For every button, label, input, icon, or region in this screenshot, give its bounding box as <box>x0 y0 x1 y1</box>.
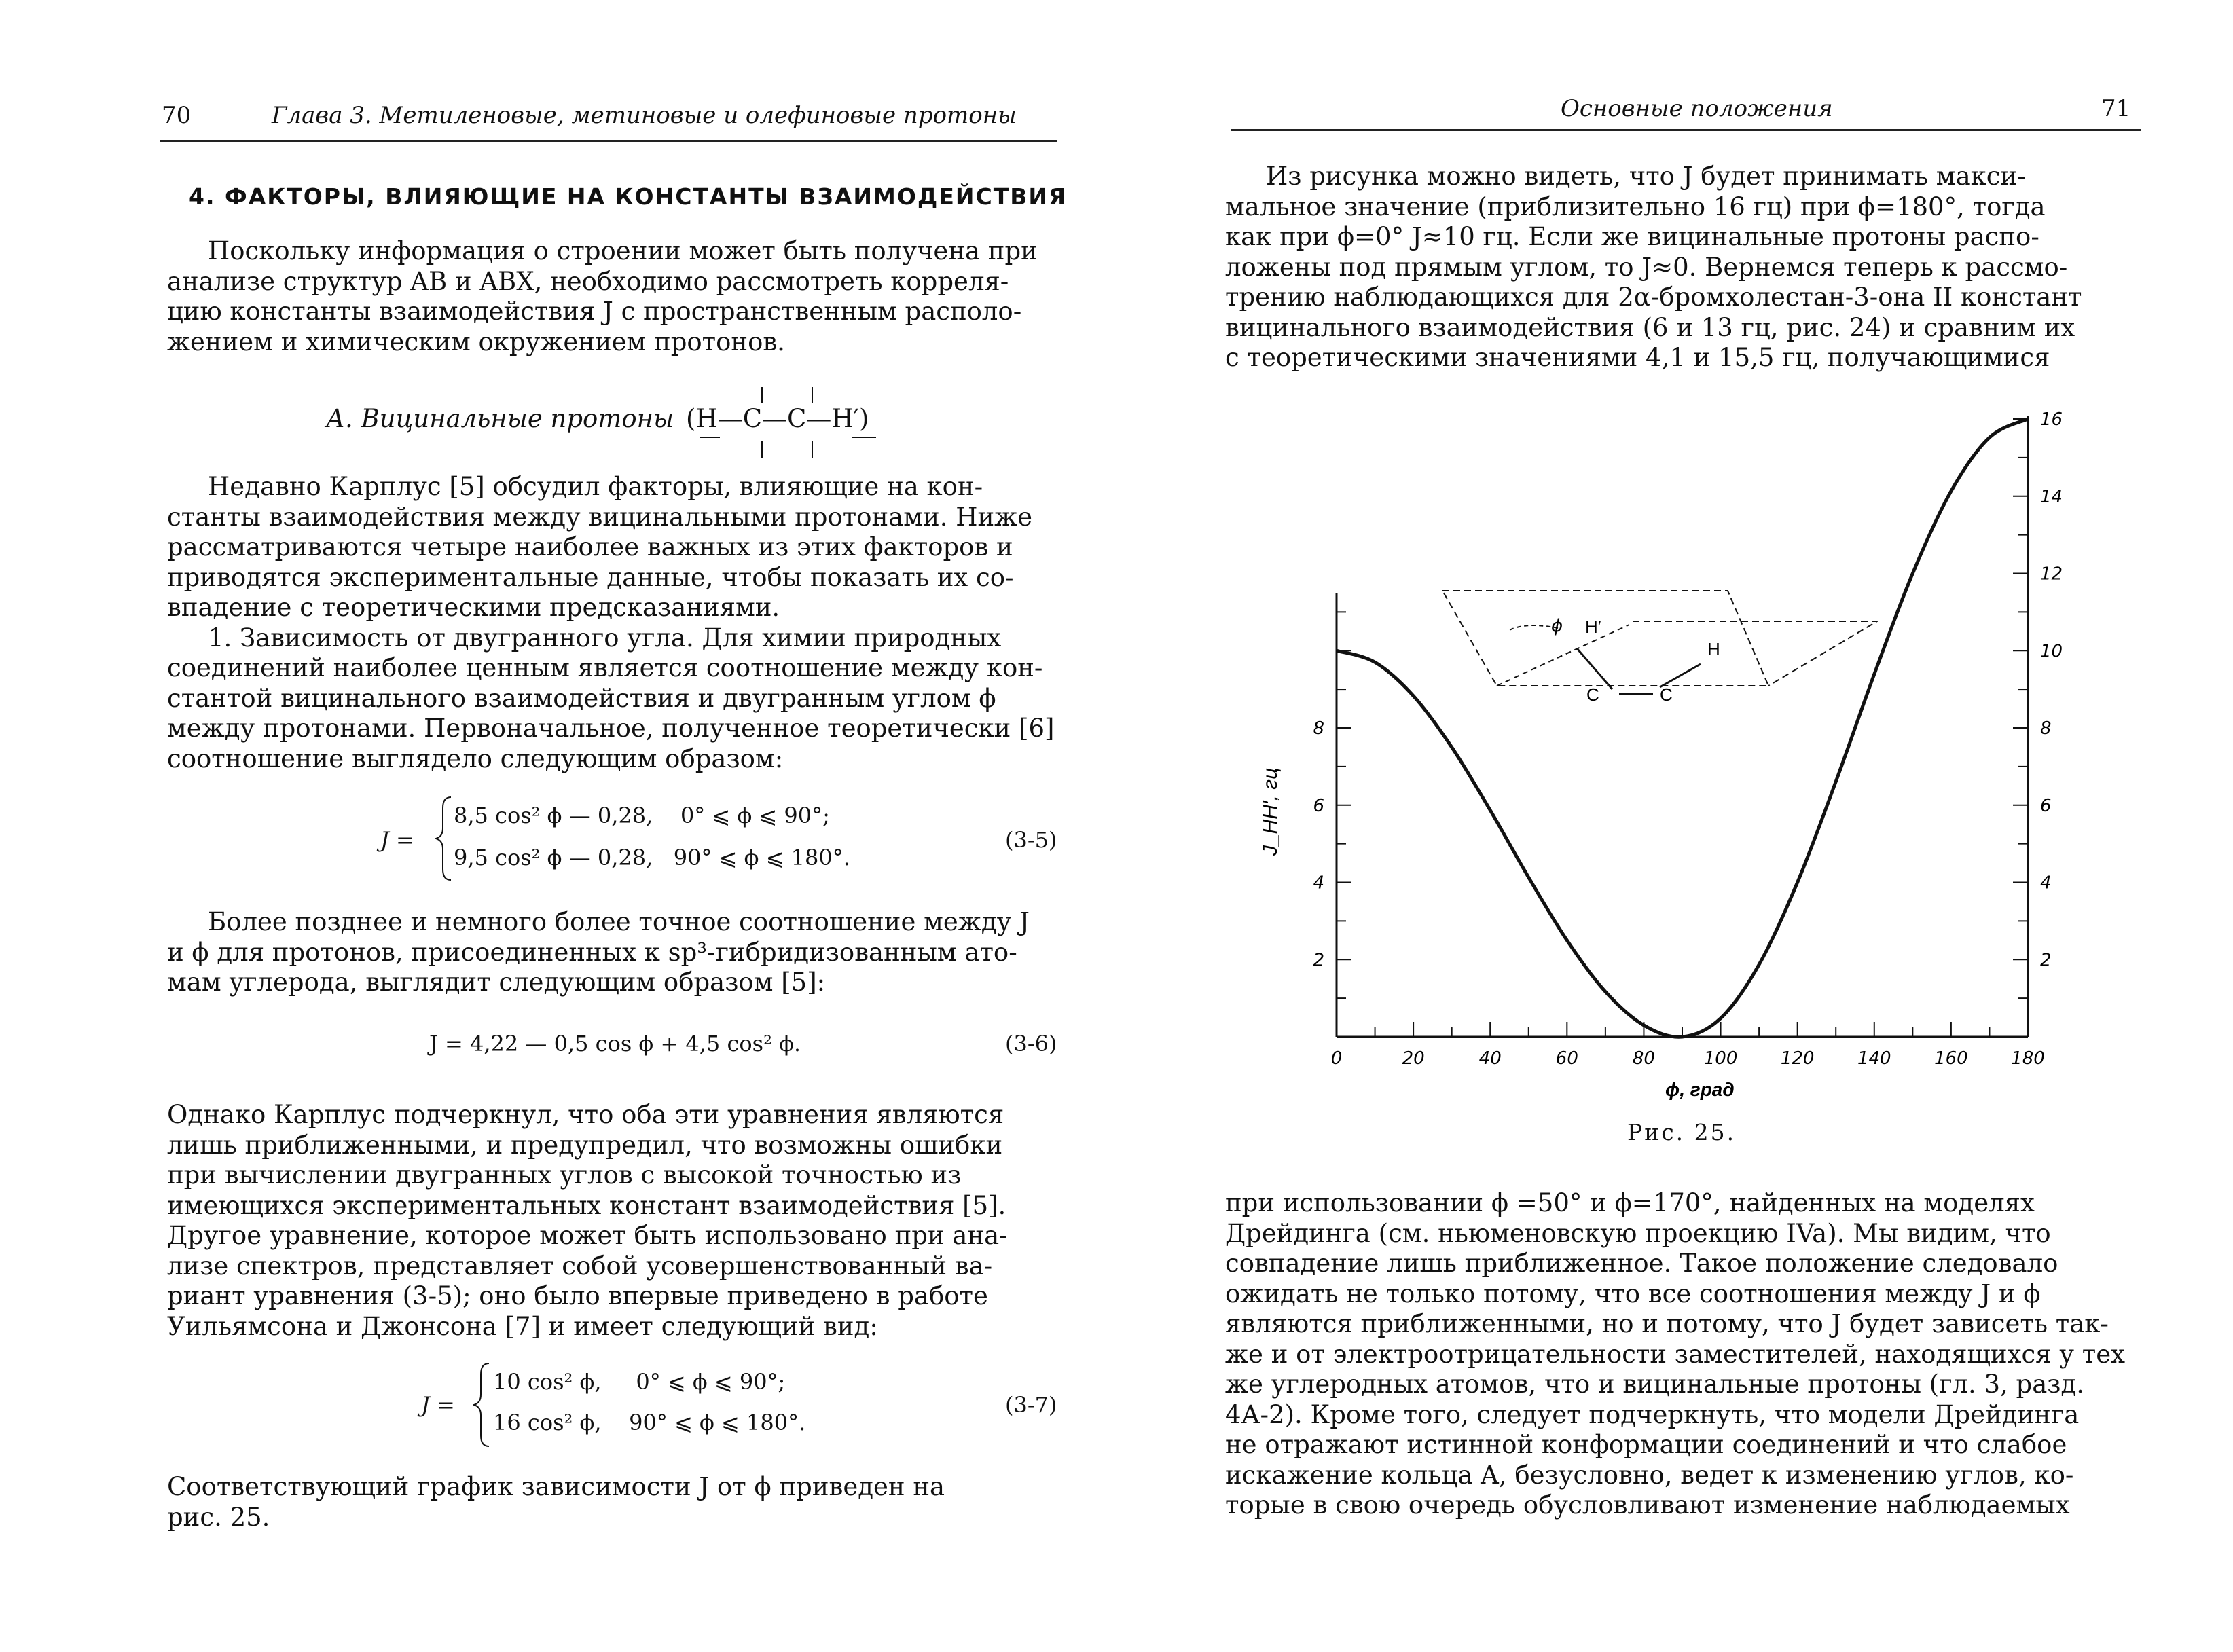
text-line: цию константы взаимодействия J с пространственным располо- <box>167 297 1022 326</box>
text-line: вицинального взаимодействия (6 и 13 гц, рис. 24) и сравним их <box>1225 312 2075 342</box>
subheading-label: А. Вицинальные протоны <box>326 404 674 433</box>
text-line: торые в свою очередь обусловливают изменение наблюдаемых <box>1225 1490 2070 1520</box>
text-line: соотношение выглядело следующим образом: <box>167 744 784 773</box>
text-line: не отражают истинной конформации соединений и что слабое <box>1225 1430 2067 1459</box>
text-line: стантой вицинального взаимодействия и двугранным углом ϕ <box>167 683 996 713</box>
inset-dash-diag <box>1497 625 1629 686</box>
inset-bond-hprime <box>1577 648 1612 689</box>
text-line: Более позднее и немного более точное соотношение между J <box>208 907 1030 936</box>
inset-phi-label: ϕ <box>1551 616 1563 636</box>
y-right-tick-label: 14 <box>2040 486 2063 507</box>
eq37-number: (3-7) <box>1005 1392 1057 1418</box>
x-tick-label: 20 <box>1402 1048 1425 1069</box>
karplus-chart <box>1116 380 2233 1127</box>
eq35-number: (3-5) <box>1005 827 1057 853</box>
eq36-text: J = 4,22 — 0,5 cos ϕ + 4,5 cos² ϕ. <box>429 1031 801 1057</box>
text-line: соединений наиболее ценным является соотношение между кон- <box>167 653 1043 682</box>
eq37-lhs: J = <box>421 1392 455 1418</box>
x-tick-label: 0 <box>1330 1048 1343 1069</box>
text-line: являются приближенными, но и потому, что J будет зависеть так- <box>1225 1309 2109 1338</box>
x-tick-label: 60 <box>1555 1048 1578 1069</box>
paragraph-intro <box>167 236 1057 357</box>
page-number-right: 71 <box>2101 95 2131 122</box>
text-line: совпадение лишь приближенное. Такое положение следовало <box>1225 1249 2058 1278</box>
text-line: Из рисунка можно видеть, что J будет принимать макси- <box>1266 162 2026 191</box>
text-line: риант уравнения (3-5); оно было впервые приведено в работе <box>167 1281 988 1310</box>
paragraph-figure-intro <box>1225 162 2135 373</box>
text-line: станты взаимодействия между вицинальными протонами. Ниже <box>167 502 1033 532</box>
y-right-tick-label: 16 <box>2040 409 2063 430</box>
text-line: при вычислении двугранных углов с высокой точностью из <box>167 1160 962 1190</box>
conformation-inset <box>1442 591 1877 694</box>
text-line: имеющихся экспериментальных констант взаимодействия [5]. <box>167 1190 1006 1220</box>
inset-c2-label: C <box>1660 684 1673 705</box>
paragraph-dreiding <box>1225 1188 2135 1521</box>
formula-bonds <box>686 380 910 469</box>
text-line: между протонами. Первоначальное, полученное теоретически [6] <box>167 714 1055 743</box>
y-left-tick-label: 4 <box>1313 873 1324 894</box>
eq35-lhs: J = <box>380 827 414 853</box>
text-line: лишь приближенными, и предупредил, что возможны ошибки <box>167 1130 1003 1160</box>
y-left-tick-label: 8 <box>1313 718 1324 739</box>
x-tick-label: 80 <box>1632 1048 1655 1069</box>
header-rule-right <box>1231 129 2141 131</box>
text-line: 4А-2). Кроме того, следует подчеркнуть, что модели Дрейдинга <box>1225 1399 2080 1429</box>
text-line: Поскольку информация о строении может быть получена при <box>208 236 1038 265</box>
text-line: же и от электроотрицательности заместителей, находящихся у тех <box>1225 1339 2126 1369</box>
karplus-curve <box>1337 419 2028 1037</box>
y-right-tick-label: 6 <box>2040 795 2052 816</box>
paragraph-karplus <box>167 472 1057 774</box>
text-line: ложены под прямым углом, то J≈0. Вернемся теперь к рассмо- <box>1225 252 2068 282</box>
eq36-number: (3-6) <box>1005 1031 1057 1057</box>
inset-bond-h <box>1660 664 1701 687</box>
text-line: Дрейдинга (см. ньюменовскую проекцию IVa). Мы видим, что <box>1225 1218 2051 1248</box>
eq37-line2: 16 cos² ϕ, 90° ⩽ ϕ ⩽ 180°. <box>493 1410 806 1435</box>
left-page <box>0 0 1114 1652</box>
text-line: трению наблюдающихся для 2α-бромхолестан-3-она II констант <box>1225 282 2082 312</box>
inset-c1-label: C <box>1586 684 1599 705</box>
paragraph-graph-ref <box>167 1472 1057 1532</box>
chart-y-label: J_HH′, гц <box>1259 767 1282 856</box>
text-line: мальное значение (приблизительно 16 гц) при ϕ=180°, тогда <box>1225 191 2046 221</box>
subheading-formula: (H—C—C—H′) <box>686 404 869 433</box>
page-number-left: 70 <box>162 102 192 129</box>
text-line: Соответствующий график зависимости J от ϕ приведен на <box>167 1472 945 1501</box>
x-tick-label: 120 <box>1780 1048 1815 1069</box>
running-head-right: Основные положения <box>1561 95 1833 122</box>
eq37-line1: 10 cos² ϕ, 0° ⩽ ϕ ⩽ 90°; <box>493 1369 786 1395</box>
inset-phi-arc <box>1507 625 1558 631</box>
text-line: ожидать не только потому, что все соотношения между J и ϕ <box>1225 1279 2041 1308</box>
header-rule-left <box>160 140 1057 142</box>
text-line: как при ϕ=0° J≈10 гц. Если же вицинальные протоны распо- <box>1225 222 2039 251</box>
running-head-left: Глава 3. Метиленовые, метиновые и олефиновые протоны <box>272 102 1017 129</box>
chart-axes <box>1337 416 2028 1037</box>
eq35-line2: 9,5 cos² ϕ — 0,28, 90° ⩽ ϕ ⩽ 180°. <box>454 845 850 870</box>
x-tick-label: 180 <box>2011 1048 2045 1069</box>
text-line: анализе структур AB и ABX, необходимо рассмотреть корреля- <box>167 266 1009 296</box>
text-line: Однако Карплус подчеркнул, что оба эти уравнения являются <box>167 1100 1004 1129</box>
right-page <box>1116 0 2233 1652</box>
y-right-tick-label: 8 <box>2040 718 2052 739</box>
x-tick-label: 40 <box>1478 1048 1502 1069</box>
x-tick-label: 160 <box>1934 1048 1968 1069</box>
figure-caption: Рис. 25. <box>1627 1119 1737 1145</box>
eq35-line1: 8,5 cos² ϕ — 0,28, 0° ⩽ ϕ ⩽ 90°; <box>454 803 830 828</box>
chart-series <box>1337 419 2028 1037</box>
text-line: и ϕ для протонов, присоединенных к sp³-гибридизованным ато- <box>167 937 1017 967</box>
eq35-brace <box>435 794 455 883</box>
text-line: же углеродных атомов, что и вицинальные протоны (гл. 3, разд. <box>1225 1370 2085 1399</box>
y-right-tick-label: 12 <box>2040 564 2063 585</box>
text-line: искажение кольца A, безусловно, ведет к изменению углов, ко- <box>1225 1460 2074 1490</box>
y-left-tick-label: 6 <box>1313 795 1324 816</box>
text-line: с теоретическими значениями 4,1 и 15,5 гц, получающимися <box>1225 343 2050 372</box>
text-line: рассматриваются четыре наиболее важных из этих факторов и <box>167 532 1013 562</box>
chart-ticks <box>1313 409 2063 1069</box>
section-heading: 4. ФАКТОРЫ, ВЛИЯЮЩИЕ НА КОНСТАНТЫ ВЗАИМОДЕЙСТВИЯ <box>189 183 1068 210</box>
y-right-tick-label: 10 <box>2040 641 2063 662</box>
eq37-brace <box>473 1361 493 1449</box>
text-line: впадение с теоретическими предсказаниями. <box>167 593 780 622</box>
text-line: Недавно Карплус [5] обсудил факторы, влияющие на кон- <box>208 472 983 501</box>
y-right-tick-label: 4 <box>2040 873 2052 894</box>
paragraph-newer <box>167 907 1057 998</box>
text-line: 1. Зависимость от двугранного угла. Для химии природных <box>208 623 1002 653</box>
x-tick-label: 140 <box>1857 1048 1891 1069</box>
x-tick-label: 100 <box>1703 1048 1738 1069</box>
inset-h-label: H <box>1707 639 1720 659</box>
y-right-tick-label: 2 <box>2040 950 2052 971</box>
text-line: Уильямсона и Джонсона [7] и имеет следующий вид: <box>167 1311 878 1341</box>
text-line: рис. 25. <box>167 1502 270 1532</box>
text-line: лизе спектров, представляет собой усовершенствованный ва- <box>167 1251 993 1281</box>
text-line: жением и химическим окружением протонов. <box>167 327 785 356</box>
text-line: мам углерода, выглядит следующим образом [5]: <box>167 968 826 997</box>
paragraph-however <box>167 1100 1057 1342</box>
inset-hprime-label: H′ <box>1585 617 1601 637</box>
y-left-tick-label: 2 <box>1313 950 1324 971</box>
inset-plane-1 <box>1442 591 1768 686</box>
text-line: при использовании ϕ =50° и ϕ=170°, найденных на моделях <box>1225 1188 2035 1217</box>
text-line: приводятся экспериментальные данные, чтобы показать их со- <box>167 562 1014 592</box>
chart-x-label: ϕ, град <box>1665 1079 1735 1100</box>
text-line: Другое уравнение, которое может быть использовано при ана- <box>167 1221 1008 1250</box>
